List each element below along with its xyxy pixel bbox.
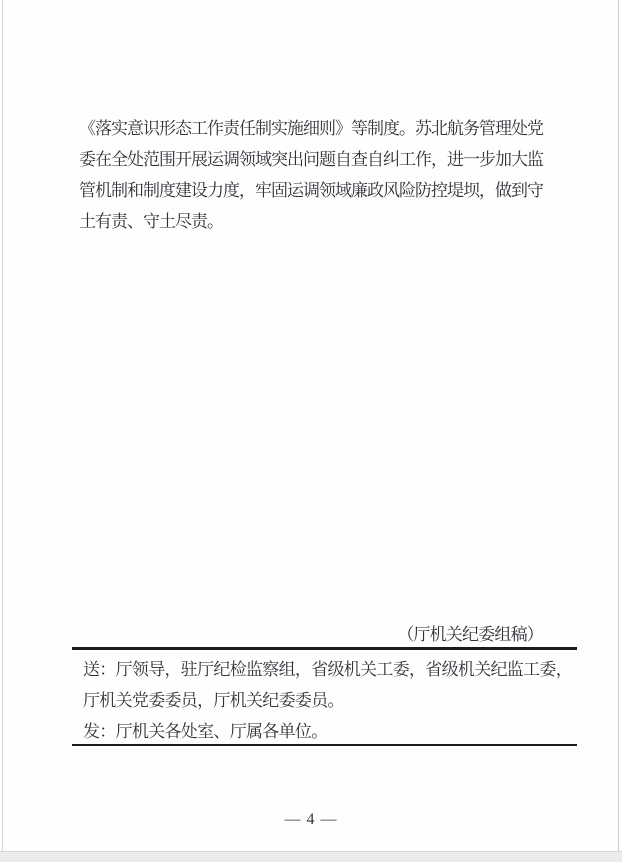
attribution-note: （厅机关纪委组稿） [397, 625, 543, 644]
issue-list-line: 发：厅机关各处室、厅属各单位。 [83, 722, 328, 741]
body-line-2: 委在全处范围开展运调领域突出问题自查自纠工作，进一步加大监 [79, 150, 543, 169]
send-list-line-2: 厅机关党委委员，厅机关纪委委员。 [83, 691, 344, 710]
distribution-top-rule [72, 647, 577, 650]
page-right-edge [618, 0, 619, 852]
page-left-edge [2, 0, 3, 852]
body-line-3: 管机制和制度建设力度，牢固运调领域廉政风险防控堤坝，做到守 [79, 181, 543, 200]
page-number: — 4 — [284, 811, 338, 828]
body-line-1: 《落实意识形态工作责任制实施细则》等制度。苏北航务管理处党 [79, 119, 543, 138]
body-line-4: 土有责、守土尽责。 [79, 212, 223, 231]
body-paragraph [79, 113, 549, 237]
page-bottom-margin-band [0, 851, 622, 862]
distribution-block [83, 654, 583, 747]
distribution-bottom-rule [72, 744, 577, 746]
send-list-line-1: 送：厅领导，驻厅纪检监察组，省级机关工委，省级机关纪监工委， [83, 660, 572, 679]
